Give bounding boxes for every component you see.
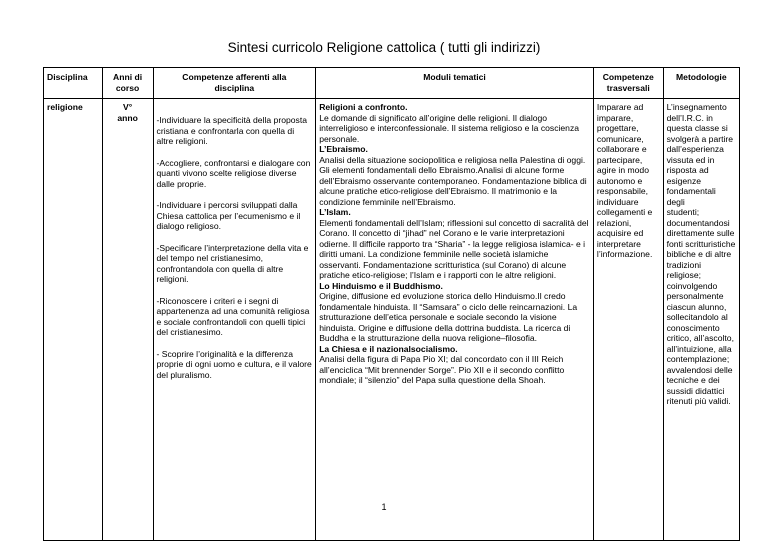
modulo-title: L’Islam. bbox=[319, 207, 351, 217]
metodologie-line: bibliche e di altre bbox=[666, 249, 732, 259]
metodologie-line: avvalendosi delle bbox=[666, 364, 733, 375]
header-anni-line2: corso bbox=[115, 82, 140, 93]
modulo-title: La Chiesa e il nazionalsocialismo. bbox=[319, 343, 458, 354]
header-competenze-line1: Competenze afferenti alla bbox=[182, 72, 287, 82]
header-metodologie: Metodologie bbox=[663, 68, 739, 99]
metodologie-line: L’insegnamento bbox=[666, 102, 727, 112]
trasversali-line: individuare bbox=[596, 196, 639, 207]
metodologie-line: tradizioni religiose; bbox=[666, 259, 702, 280]
modulo-text: Analisi della situazione sociopolitica e religiosa nella Palestina di oggi. Gli elementi fondamentali dello Ebraismo.Analisi di alcune forme dell’Ebraismo osservante contemporaneo. Fondamentazione biblica di alcune pratiche etico-religiose dell’Ebraismo. Il matrimonio e la condizione femminile nell’Ebraismo. bbox=[319, 154, 587, 207]
metodologie-line: sollecitandolo al bbox=[666, 312, 728, 322]
metodologie-line: documentandosi bbox=[666, 217, 730, 228]
metodologie-line: dell’I.R.C. in bbox=[666, 112, 713, 123]
header-competenze bbox=[153, 68, 316, 99]
trasversali-line: collegamenti e bbox=[596, 207, 653, 217]
page-number: 1 bbox=[381, 502, 387, 512]
competenza-item: -Individuare la specificità della proposta cristiana e confrontarla con quella di altre religioni. bbox=[156, 115, 308, 146]
table-row bbox=[44, 99, 740, 541]
competenza-item: - Scoprire l’originalità e la differenza proprie di ogni uomo e cultura, e il valore del pluralismo. bbox=[156, 348, 312, 380]
metodologie-line: critico, all’ascolto, bbox=[666, 333, 734, 343]
metodologie-line: coinvolgendo bbox=[666, 280, 718, 291]
cell-moduli bbox=[316, 99, 594, 541]
curriculum-table bbox=[43, 67, 740, 541]
trasversali-line: acquisire ed bbox=[596, 228, 644, 238]
cell-metodologie bbox=[663, 99, 739, 541]
header-row bbox=[44, 68, 740, 99]
modulo-chiesa-nazionalsocialismo bbox=[319, 344, 590, 386]
modulo-text: Analisi della figura di Papa Pio XI; dal concordato con il III Reich all’enciclica “Mit brennender Sorge”. Pio XII e il secondo conflitto mondiale; il “silenzio” del Papa sulla questione della Shoah. bbox=[319, 354, 565, 385]
modulo-islam bbox=[319, 207, 590, 281]
modulo-text: Le domande di significato all’origine delle religioni. Il dialogo interreligioso e interconfessionale. Il sistema religioso e la coscienza personale. bbox=[319, 112, 580, 144]
metodologie-line: sussidi didattici bbox=[666, 385, 725, 396]
cell-competenze bbox=[153, 99, 316, 541]
header-trasversali-line2: trasversali bbox=[606, 82, 650, 93]
modulo-ebraismo bbox=[319, 144, 590, 207]
metodologie-line: esigenze bbox=[666, 175, 702, 186]
cell-disciplina: religione bbox=[44, 99, 103, 541]
header-competenze-trasversali bbox=[593, 68, 663, 99]
metodologie-line: dall’esperienza bbox=[666, 144, 724, 154]
modulo-text: Elementi fondamentali dell’Islam; riflessioni sul concetto di sacralità del Corano. Il concetto di “jihad” nel Corano e le varie interpretazioni odierne. Il difficile rapporto tra “Sharia” - la legge religiosa islamica- e i diritti umani. La condizione femminile nelle società islamiche osservanti. Fondamentazione scritturistica (sul Corano) di alcune pratiche etico-religiose; l’Islam e i rapporti con le altre religioni. bbox=[319, 217, 589, 280]
header-anni-line1: Anni di bbox=[113, 72, 143, 82]
trasversali-line: agire in modo bbox=[596, 165, 649, 175]
anno-line2: anno bbox=[117, 112, 138, 123]
metodologie-line: contemplazione; bbox=[666, 354, 730, 364]
metodologie-line: ritenuti più validi. bbox=[666, 396, 731, 406]
metodologie-line: tecniche e dei bbox=[666, 375, 720, 385]
trasversali-line: progettare, bbox=[596, 123, 639, 133]
trasversali-line: partecipare, bbox=[596, 154, 643, 165]
metodologie-line: conoscimento bbox=[666, 322, 720, 333]
cell-anno bbox=[102, 99, 153, 541]
cell-competenze-trasversali bbox=[593, 99, 663, 541]
modulo-text: Origine, diffusione ed evoluzione storica dello Hinduismo.Il credo fondamentale hinduista. Il “Samsara” o ciclo delle reincarnazioni. La strutturazione dell’etica personale e sociale secondo la visione hinduista. Origine e diffusione della dottrina buddista. La ricerca di Buddha e la strutturazione della nuova religione–filosofia. bbox=[319, 291, 578, 343]
trasversali-line: comunicare, bbox=[596, 133, 644, 144]
header-anni-di-corso bbox=[102, 68, 153, 99]
header-moduli-tematici: Moduli tematici bbox=[316, 68, 594, 99]
trasversali-line: collaborare e bbox=[596, 144, 647, 154]
metodologie-line: personalmente bbox=[666, 291, 724, 301]
modulo-title: L’Ebraismo. bbox=[319, 144, 368, 154]
competenza-item: -Individuare i percorsi sviluppati dalla Chiesa cattolica per l’ecumenismo e il dialogo religioso. bbox=[156, 200, 301, 231]
trasversali-line: l’informazione. bbox=[596, 249, 653, 259]
metodologie-line: fonti scritturistiche bbox=[666, 238, 736, 249]
metodologie-line: svolgerà a partire bbox=[666, 133, 734, 144]
metodologie-line: all’intuizione, alla bbox=[666, 343, 732, 354]
metodologie-line: vissuta ed in bbox=[666, 154, 715, 165]
modulo-religioni-a-confronto bbox=[319, 102, 590, 144]
metodologie-line: risposta ad bbox=[666, 165, 709, 175]
anno-line1: V° bbox=[123, 102, 133, 112]
competenza-item: -Specificare l’interpretazione della vita e del tempo nel cristianesimo, confrontandola con quella di altre religioni. bbox=[156, 242, 309, 284]
metodologie-line: fondamentali degli bbox=[666, 186, 716, 207]
trasversali-line: Imparare ad imparare, bbox=[596, 102, 644, 123]
header-trasversali-line1: Competenze bbox=[602, 72, 654, 82]
metodologie-line: direttamente sulle bbox=[666, 228, 735, 238]
metodologie-line: questa classe si bbox=[666, 123, 728, 133]
trasversali-line: autonomo e bbox=[596, 175, 643, 186]
competenza-item: -Riconoscere i criteri e i segni di appartenenza ad una comunità religiosa e sociale confrontandoli con quelli tipici del cristianesimo. bbox=[156, 295, 310, 337]
header-competenze-line2: disciplina bbox=[214, 82, 255, 93]
trasversali-line: interpretare bbox=[596, 238, 641, 249]
header-disciplina: Disciplina bbox=[44, 68, 103, 99]
modulo-title: Lo Hinduismo e il Buddhismo. bbox=[319, 280, 443, 291]
trasversali-line: relazioni, bbox=[596, 217, 632, 228]
metodologie-line: studenti; bbox=[666, 207, 700, 217]
modulo-title: Religioni a confronto. bbox=[319, 102, 408, 112]
page-title: Sintesi curricolo Religione cattolica ( tutti gli indirizzi) bbox=[227, 40, 541, 55]
modulo-hinduismo-buddhismo bbox=[319, 281, 590, 344]
trasversali-line: responsabile, bbox=[596, 186, 649, 196]
metodologie-line: ciascun alunno, bbox=[666, 301, 727, 312]
competenza-item: -Accogliere, confrontarsi e dialogare con quanti vivono scelte religiose diverse dalle proprie. bbox=[156, 157, 311, 189]
